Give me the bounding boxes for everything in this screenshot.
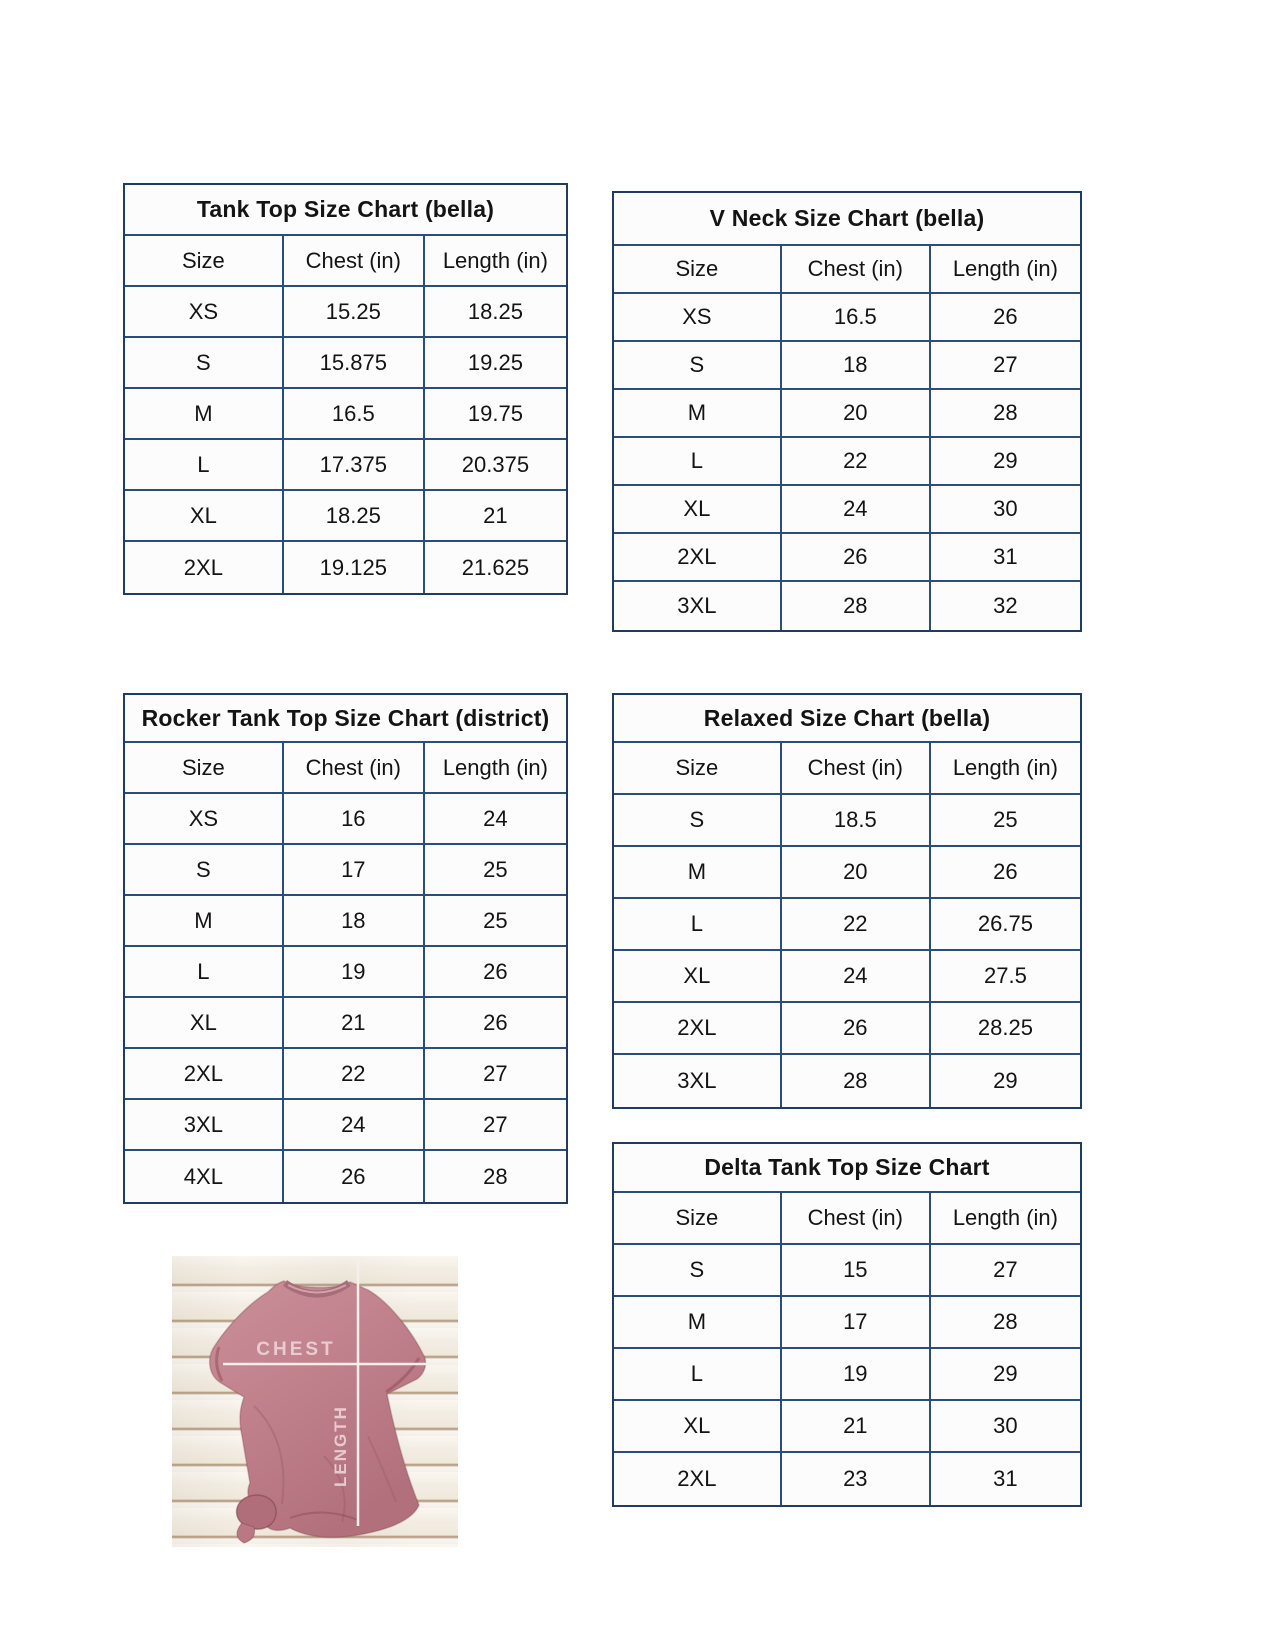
value-cell: 15.25: [284, 287, 425, 336]
table-row: [125, 896, 566, 947]
size-cell: XS: [125, 287, 284, 336]
value-cell: 15.875: [284, 338, 425, 387]
size-cell: XL: [614, 486, 782, 532]
value-cell: 24: [782, 951, 931, 1001]
value-cell: 28: [993, 400, 1018, 425]
v-neck-size-chart-table: [612, 191, 1082, 632]
value-cell: 29: [993, 448, 1018, 473]
value-cell: 26: [483, 958, 508, 984]
table-row: [125, 338, 566, 389]
table-row: [125, 947, 566, 998]
value-cell: 27: [483, 1060, 508, 1086]
value-cell: 21: [483, 502, 508, 528]
rocker-tank-top-size-chart-table: [123, 693, 568, 1204]
table-row: [614, 582, 1080, 630]
value-cell: 19.125: [284, 542, 425, 593]
size-cell: S: [614, 795, 782, 845]
column-header: Length (in): [952, 256, 1058, 281]
table-row: [614, 1401, 1080, 1453]
column-header: Length (in): [952, 1205, 1058, 1230]
size-cell: L: [125, 947, 284, 996]
value-cell: 18: [284, 896, 425, 945]
table-row: [125, 389, 566, 440]
column-header: Chest (in): [284, 743, 425, 792]
value-cell: 26.75: [977, 911, 1033, 936]
table-row: [614, 1453, 1080, 1505]
table-title: V Neck Size Chart (bella): [614, 193, 1080, 246]
tshirt-illustration: [172, 1256, 458, 1547]
table-row: [614, 1003, 1080, 1055]
table-row: [125, 440, 566, 491]
value-cell: 26: [782, 1003, 931, 1053]
size-cell: XL: [614, 951, 782, 1001]
table-row: [614, 899, 1080, 951]
table-title: Delta Tank Top Size Chart: [614, 1144, 1080, 1193]
table-row: [614, 1055, 1080, 1107]
size-cell: S: [125, 845, 284, 894]
value-cell: 27.5: [984, 963, 1027, 988]
size-cell: 2XL: [614, 1453, 782, 1505]
size-cell: 2XL: [614, 534, 782, 580]
value-cell: 28: [782, 582, 931, 630]
size-cell: L: [125, 440, 284, 489]
size-cell: S: [614, 1245, 782, 1295]
value-cell: 22: [782, 899, 931, 949]
size-cell: XS: [125, 794, 284, 843]
size-cell: 2XL: [125, 542, 284, 593]
relaxed-size-chart-table: [612, 693, 1082, 1109]
table-row: [614, 342, 1080, 390]
tank-top-size-chart-table: [123, 183, 568, 595]
value-cell: 18.25: [284, 491, 425, 540]
value-cell: 15: [782, 1245, 931, 1295]
column-header: Length (in): [442, 754, 548, 780]
value-cell: 19.25: [467, 349, 523, 375]
table-row: [125, 845, 566, 896]
value-cell: 26: [993, 304, 1018, 329]
header-row: [614, 1193, 1080, 1245]
value-cell: 17.375: [284, 440, 425, 489]
column-header: Chest (in): [782, 1193, 931, 1243]
column-header: Chest (in): [782, 743, 931, 793]
value-cell: 19.75: [467, 400, 523, 426]
header-row: [125, 236, 566, 287]
value-cell: 20: [782, 847, 931, 897]
table-row: [125, 491, 566, 542]
value-cell: 18.5: [782, 795, 931, 845]
size-cell: XL: [125, 491, 284, 540]
value-cell: 19: [782, 1349, 931, 1399]
table-row: [614, 390, 1080, 438]
value-cell: 21.625: [461, 554, 530, 580]
size-cell: M: [614, 1297, 782, 1347]
value-cell: 20.375: [461, 451, 530, 477]
value-cell: 24: [483, 805, 508, 831]
value-cell: 26: [782, 534, 931, 580]
table-title: Tank Top Size Chart (bella): [125, 185, 566, 236]
size-cell: 2XL: [614, 1003, 782, 1053]
table-row: [614, 294, 1080, 342]
size-cell: XL: [125, 998, 284, 1047]
shirt-measurement-photo: [172, 1256, 458, 1547]
table-row: [125, 1100, 566, 1151]
column-header: Length (in): [952, 755, 1058, 780]
size-cell: XL: [614, 1401, 782, 1451]
size-cell: 2XL: [125, 1049, 284, 1098]
table-row: [125, 794, 566, 845]
value-cell: 19: [284, 947, 425, 996]
table-row: [614, 438, 1080, 486]
value-cell: 29: [993, 1361, 1018, 1386]
value-cell: 32: [993, 593, 1018, 618]
value-cell: 30: [993, 1413, 1018, 1438]
table-row: [614, 1349, 1080, 1401]
column-header: Size: [125, 743, 284, 792]
size-cell: M: [125, 896, 284, 945]
value-cell: 28: [483, 1163, 508, 1189]
column-header: Size: [125, 236, 284, 285]
table-row: [614, 534, 1080, 582]
table-row: [125, 542, 566, 593]
value-cell: 27: [483, 1111, 508, 1137]
column-header: Length (in): [442, 247, 548, 273]
column-header: Size: [614, 1193, 782, 1243]
value-cell: 28: [993, 1309, 1018, 1334]
size-cell: L: [614, 438, 782, 484]
value-cell: 27: [993, 1257, 1018, 1282]
value-cell: 22: [782, 438, 931, 484]
table-row: [125, 287, 566, 338]
size-cell: 4XL: [125, 1151, 284, 1202]
value-cell: 18.25: [467, 298, 523, 324]
length-label: LENGTH: [331, 1405, 350, 1487]
value-cell: 26: [284, 1151, 425, 1202]
value-cell: 26: [993, 859, 1018, 884]
size-cell: M: [614, 390, 782, 436]
column-header: Size: [614, 246, 782, 292]
table-row: [614, 795, 1080, 847]
table-row: [125, 1049, 566, 1100]
value-cell: 30: [993, 496, 1018, 521]
table-title: Rocker Tank Top Size Chart (district): [125, 695, 566, 743]
value-cell: 16.5: [782, 294, 931, 340]
value-cell: 25: [993, 807, 1018, 832]
table-row: [614, 1245, 1080, 1297]
column-header: Chest (in): [284, 236, 425, 285]
table-title: Relaxed Size Chart (bella): [614, 695, 1080, 743]
size-cell: 3XL: [125, 1100, 284, 1149]
header-row: [614, 246, 1080, 294]
value-cell: 20: [782, 390, 931, 436]
size-cell: S: [614, 342, 782, 388]
value-cell: 27: [993, 352, 1018, 377]
value-cell: 16: [284, 794, 425, 843]
value-cell: 24: [284, 1100, 425, 1149]
value-cell: 28: [782, 1055, 931, 1107]
table-row: [125, 1151, 566, 1202]
value-cell: 25: [483, 856, 508, 882]
value-cell: 28.25: [977, 1015, 1033, 1040]
size-cell: M: [125, 389, 284, 438]
value-cell: 31: [993, 544, 1018, 569]
value-cell: 18: [782, 342, 931, 388]
size-cell: M: [614, 847, 782, 897]
value-cell: 17: [782, 1297, 931, 1347]
size-cell: XS: [614, 294, 782, 340]
chest-label: CHEST: [256, 1339, 336, 1360]
value-cell: 17: [284, 845, 425, 894]
header-row: [614, 743, 1080, 795]
value-cell: 22: [284, 1049, 425, 1098]
table-row: [614, 847, 1080, 899]
value-cell: 21: [782, 1401, 931, 1451]
table-row: [125, 998, 566, 1049]
column-header: Chest (in): [782, 246, 931, 292]
table-row: [614, 1297, 1080, 1349]
value-cell: 16.5: [284, 389, 425, 438]
table-row: [614, 951, 1080, 1003]
size-cell: S: [125, 338, 284, 387]
value-cell: 31: [993, 1466, 1018, 1491]
value-cell: 23: [782, 1453, 931, 1505]
column-header: Size: [614, 743, 782, 793]
value-cell: 25: [483, 907, 508, 933]
value-cell: 21: [284, 998, 425, 1047]
size-cell: L: [614, 1349, 782, 1399]
size-cell: 3XL: [614, 1055, 782, 1107]
size-cell: 3XL: [614, 582, 782, 630]
tshirt-body: [210, 1281, 426, 1537]
value-cell: 29: [993, 1068, 1018, 1093]
value-cell: 26: [483, 1009, 508, 1035]
table-row: [614, 486, 1080, 534]
size-cell: L: [614, 899, 782, 949]
delta-tank-top-size-chart-table: [612, 1142, 1082, 1507]
value-cell: 24: [782, 486, 931, 532]
hem-knot-tail: [237, 1523, 255, 1543]
header-row: [125, 743, 566, 794]
